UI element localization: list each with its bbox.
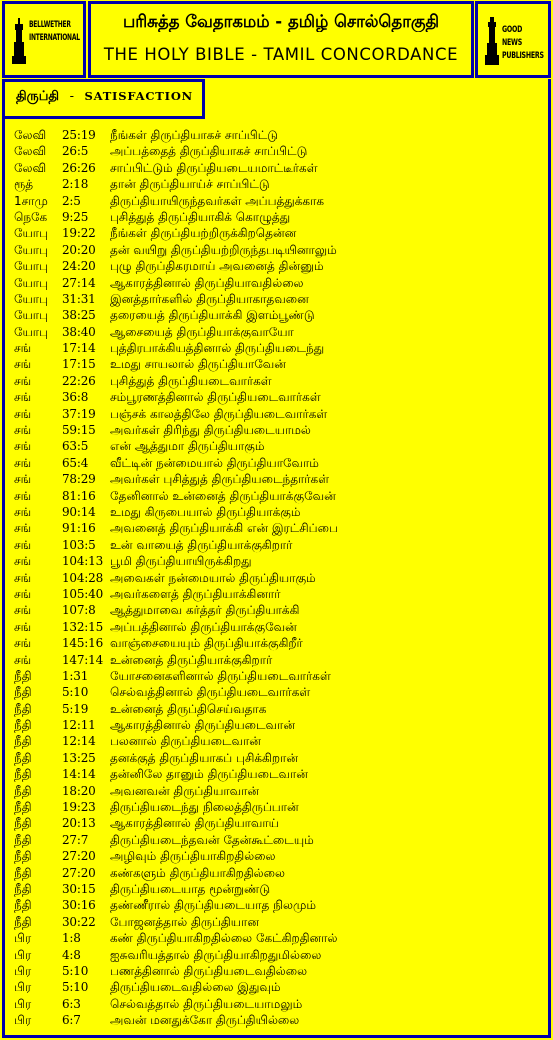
book-abbrev: சங் [14, 554, 32, 569]
concordance-row [14, 930, 544, 946]
verse-reference: 27:20 [62, 849, 96, 864]
concordance-row [14, 1012, 544, 1028]
verse-excerpt: தண்ணீரால் திருப்தியடையாத நிலமும் [110, 898, 316, 913]
book-abbrev: ரூத் [14, 177, 34, 192]
book-abbrev: நீதி [14, 849, 32, 864]
book-abbrev: நீதி [14, 881, 32, 896]
verse-reference: 104:28 [62, 570, 104, 585]
concordance-row [14, 356, 544, 372]
verse-excerpt: ஐசுவரியத்தால் திருப்தியாகிறதுமில்லை [110, 947, 322, 962]
concordance-row [14, 242, 544, 258]
concordance-row [14, 324, 544, 340]
verse-reference: 105:40 [62, 586, 104, 601]
book-abbrev: யோபு [14, 226, 49, 241]
concordance-row [14, 717, 544, 733]
verse-reference: 22:26 [62, 373, 96, 388]
bellwether-logo-line1: BELLWETHER [29, 20, 71, 30]
good-news-logo-line1: GOOD NEWS [502, 25, 523, 48]
verse-reference: 1:8 [62, 931, 81, 946]
verse-reference: 4:8 [62, 947, 81, 962]
book-abbrev: சங் [14, 341, 32, 356]
book-abbrev: பிர [14, 963, 32, 978]
concordance-row [14, 602, 544, 618]
bellwether-logo-text [29, 19, 80, 45]
concordance-row [14, 996, 544, 1012]
verse-excerpt: திருப்தியடைவதில்லை இதுவும் [110, 980, 281, 995]
verse-reference: 63:5 [62, 439, 89, 454]
book-abbrev: பிர [14, 1013, 32, 1028]
verse-excerpt: உமது சாயலால் திருப்தியாவேன் [110, 357, 286, 372]
book-abbrev: நீதி [14, 800, 32, 815]
concordance-row [14, 389, 544, 405]
concordance-row [14, 750, 544, 766]
book-abbrev: சங் [14, 652, 32, 667]
book-abbrev: பிர [14, 996, 32, 1011]
verse-reference: 107:8 [62, 603, 96, 618]
book-abbrev: பிர [14, 931, 32, 946]
concordance-row [14, 881, 544, 897]
book-abbrev: சங் [14, 439, 32, 454]
book-abbrev: யோபு [14, 259, 49, 274]
verse-excerpt: சாப்பிட்டும் திருப்தியடையமாட்டீர்கள் [110, 160, 318, 175]
verse-excerpt: சம்பூரணத்தினால் திருப்தியடைவார்கள் [110, 390, 321, 405]
book-abbrev: நீதி [14, 816, 32, 831]
verse-reference: 2:18 [62, 177, 89, 192]
book-abbrev: பிர [14, 980, 32, 995]
verse-excerpt: அப்பத்தைத் திருப்தியாகச் சாப்பிட்டு [110, 144, 308, 159]
topic-heading [2, 79, 205, 119]
book-abbrev: சங் [14, 521, 32, 536]
concordance-row [14, 733, 544, 749]
verse-excerpt: என் ஆத்துமா திருப்தியாகும் [110, 439, 265, 454]
verse-reference: 90:14 [62, 504, 96, 519]
book-abbrev: சங் [14, 488, 32, 503]
verse-excerpt: தன்னிலே தானும் திருப்தியடைவான் [110, 767, 308, 782]
verse-reference: 2:5 [62, 193, 81, 208]
book-abbrev: சங் [14, 357, 32, 372]
verse-reference: 5:10 [62, 980, 89, 995]
book-abbrev: லேவி [14, 160, 47, 175]
book-abbrev: யோபு [14, 308, 49, 323]
concordance-row [14, 373, 544, 389]
concordance-row [14, 160, 544, 176]
topic-english: SATISFACTION [84, 89, 193, 103]
good-news-logo-line2: PUBLISHERS [502, 51, 544, 61]
concordance-row [14, 275, 544, 291]
verse-excerpt: யோசனைகளினால் திருப்தியடைவார்கள் [110, 668, 331, 683]
concordance-row [14, 406, 544, 422]
verse-excerpt: நீங்கள் திருப்தியாகச் சாப்பிட்டு [110, 128, 278, 142]
book-abbrev: சங் [14, 636, 32, 651]
verse-reference: 27:14 [62, 275, 96, 290]
concordance-row [14, 635, 544, 651]
concordance-row [14, 897, 544, 913]
verse-reference: 24:20 [62, 259, 96, 274]
concordance-row [14, 520, 544, 536]
verse-excerpt: உன் வாயைத் திருப்தியாக்குகிறார் [110, 537, 293, 552]
concordance-row [14, 291, 544, 307]
bellwether-logo-line2: INTERNATIONAL [29, 33, 80, 43]
verse-reference: 26:26 [62, 160, 96, 175]
concordance-row [14, 586, 544, 602]
book-abbrev: சங் [14, 537, 32, 552]
verse-excerpt: ஆகாரத்தினால் திருப்தியாவாய் [110, 816, 279, 831]
verse-excerpt: உன்னைத் திருப்திசெய்வதாக [110, 701, 267, 716]
verse-reference: 30:15 [62, 881, 96, 896]
title-english: THE HOLY BIBLE - TAMIL CONCORDANCE [103, 45, 459, 64]
book-abbrev: நீதி [14, 685, 32, 700]
concordance-row [14, 668, 544, 684]
concordance-row [14, 619, 544, 635]
book-abbrev: யோபு [14, 324, 49, 339]
verse-excerpt: உமது கிருபையால் திருப்தியாக்கும் [110, 504, 301, 519]
concordance-row [14, 438, 544, 454]
verse-reference: 12:11 [62, 718, 96, 733]
concordance-row [14, 258, 544, 274]
verse-excerpt: வீட்டின் நன்மையால் திருப்தியாவோம் [110, 455, 319, 470]
title-tamil: பரிசுத்த வேதாகமம் - தமிழ் சொல்தொகுதி [122, 12, 440, 32]
concordance-entries [14, 127, 544, 1028]
concordance-row [14, 979, 544, 995]
verse-excerpt: தேனினால் உன்னைத் திருப்தியாக்குவேன் [110, 488, 336, 503]
verse-reference: 65:4 [62, 455, 89, 470]
verse-excerpt: தரையைத் திருப்தியாக்கி இளம்பூண்டு [110, 308, 315, 323]
verse-excerpt: ஆத்துமாவை கர்த்தர் திருப்தியாக்கி [110, 603, 300, 618]
verse-reference: 26:5 [62, 144, 89, 159]
verse-excerpt: அவர்கள் புசித்துத் திருப்தியடைந்தார்கள் [110, 472, 330, 487]
verse-reference: 1:31 [62, 668, 89, 683]
verse-excerpt: புழு திருப்திகரமாய் அவனைத் தின்னும் [110, 259, 324, 274]
book-abbrev: சங் [14, 406, 32, 421]
book-abbrev: யோபு [14, 275, 49, 290]
verse-excerpt: உன்னைத் திருப்தியாக்குகிறார் [110, 652, 273, 667]
verse-reference: 31:31 [62, 291, 96, 306]
book-abbrev: நீதி [14, 865, 32, 880]
verse-excerpt: திருப்தியடையாத மூன்றுண்டு [110, 881, 271, 896]
book-abbrev: சங் [14, 423, 32, 438]
book-abbrev: சங் [14, 455, 32, 470]
verse-excerpt: நீங்கள் திருப்தியற்றிருக்கிறதென்ன [110, 226, 297, 241]
verse-excerpt: அவர்கள் திரிந்து திருப்தியடையாமல் [110, 423, 311, 438]
verse-excerpt: புத்திரபாக்கியத்தினால் திருப்தியடைந்து [110, 341, 325, 356]
book-abbrev: யோபு [14, 291, 49, 306]
verse-excerpt: இனத்தார்களில் திருப்தியாகாதவனை [110, 291, 309, 306]
book-abbrev: சங் [14, 586, 32, 601]
concordance-row [14, 340, 544, 356]
verse-reference: 17:14 [62, 341, 96, 356]
verse-excerpt: அவனவன் திருப்தியாவான் [110, 783, 260, 798]
verse-reference: 14:14 [62, 767, 96, 782]
verse-reference: 30:16 [62, 898, 96, 913]
verse-excerpt: ஆகாரத்தினால் திருப்தியடைவான் [110, 718, 295, 733]
book-abbrev: லேவி [14, 128, 47, 142]
verse-excerpt: பூமி திருப்தியாயிருக்கிறது [110, 554, 252, 569]
verse-excerpt: புசித்துத் திருப்தியடைவார்கள் [110, 373, 272, 388]
concordance-row [14, 553, 544, 569]
verse-excerpt: ஆகாரத்தினால் திருப்தியாவதில்லை [110, 275, 304, 290]
verse-excerpt: பலனால் திருப்தியடைவான் [110, 734, 261, 749]
book-abbrev: நீதி [14, 832, 32, 847]
concordance-row [14, 422, 544, 438]
verse-excerpt: வாஞ்சையையும் திருப்தியாக்குகிறீர் [110, 636, 303, 651]
book-abbrev: சங் [14, 603, 32, 618]
concordance-row [14, 143, 544, 159]
verse-reference: 91:16 [62, 521, 96, 536]
book-abbrev: சங் [14, 390, 32, 405]
verse-excerpt: பணத்தினால் திருப்தியடைவதில்லை [110, 963, 308, 978]
book-abbrev: நீதி [14, 767, 32, 782]
verse-excerpt: அழிவும் திருப்தியாகிறதில்லை [110, 849, 276, 864]
topic-tamil: திருப்தி [16, 89, 60, 104]
topic-separator: - [69, 89, 74, 104]
book-abbrev: நீதி [14, 668, 32, 683]
verse-reference: 30:22 [62, 914, 96, 929]
concordance-row [14, 537, 544, 553]
verse-excerpt: அவன் மனதுக்கோ திருப்தியில்லை [110, 1013, 300, 1028]
book-abbrev: நீதி [14, 718, 32, 733]
verse-excerpt: திருப்தியாயிருந்தவர்கள் அப்பத்துக்காக [110, 193, 325, 208]
concordance-row [14, 471, 544, 487]
good-news-logo [475, 1, 551, 78]
concordance-row [14, 701, 544, 717]
concordance-row [14, 865, 544, 881]
book-abbrev: நீதி [14, 898, 32, 913]
verse-excerpt: கண் திருப்தியாகிறதில்லை கேட்கிறதினால் [110, 931, 338, 946]
verse-reference: 147:14 [62, 652, 104, 667]
verse-excerpt: அவர்களைத் திருப்தியாக்கினார் [110, 586, 281, 601]
book-abbrev: நீதி [14, 734, 32, 749]
verse-reference: 37:19 [62, 406, 96, 421]
bell-tower-icon [11, 18, 27, 64]
book-abbrev: நீதி [14, 750, 32, 765]
verse-reference: 18:20 [62, 783, 96, 798]
verse-reference: 36:8 [62, 390, 89, 405]
verse-excerpt: புசித்துத் திருப்தியாகிக் கொழுத்து [110, 209, 291, 224]
verse-excerpt: அவனைத் திருப்தியாக்கி என் இரட்சிப்பை [110, 521, 338, 536]
verse-reference: 59:15 [62, 423, 96, 438]
concordance-row [14, 799, 544, 815]
concordance-row [14, 963, 544, 979]
verse-reference: 104:13 [62, 554, 104, 569]
book-abbrev: நெகே [14, 209, 48, 224]
verse-excerpt: செல்வத்தினால் திருப்தியடைவார்கள் [110, 685, 311, 700]
book-abbrev: பிர [14, 947, 32, 962]
verse-reference: 9:25 [62, 209, 89, 224]
verse-reference: 6:7 [62, 1013, 81, 1028]
verse-reference: 25:19 [62, 128, 96, 142]
book-abbrev: 1சாமு [14, 193, 48, 208]
concordance-row [14, 127, 544, 143]
book-abbrev: சங் [14, 472, 32, 487]
concordance-row [14, 488, 544, 504]
verse-reference: 13:25 [62, 750, 96, 765]
good-news-logo-text [502, 24, 544, 63]
concordance-row [14, 947, 544, 963]
title-box [88, 1, 474, 78]
concordance-row [14, 504, 544, 520]
verse-excerpt: ஆசையைத் திருப்தியாக்குவாயோ [110, 324, 294, 339]
verse-reference: 27:20 [62, 865, 96, 880]
verse-excerpt: திருப்தியடைந்தவன் தேன்கூட்டையும் [110, 832, 314, 847]
book-abbrev: நீதி [14, 783, 32, 798]
book-abbrev: லேவி [14, 144, 47, 159]
verse-reference: 5:10 [62, 963, 89, 978]
verse-excerpt: தன் வயிறு திருப்தியற்றிருந்தபடியினாலும் [110, 242, 337, 257]
verse-reference: 38:40 [62, 324, 96, 339]
book-abbrev: நீதி [14, 914, 32, 929]
verse-reference: 17:15 [62, 357, 96, 372]
verse-excerpt: தனக்குத் திருப்தியாகப் புசிக்கிறான் [110, 750, 298, 765]
concordance-row [14, 914, 544, 930]
book-abbrev: சங் [14, 619, 32, 634]
verse-reference: 19:22 [62, 226, 96, 241]
lighthouse-icon [484, 17, 500, 65]
concordance-row [14, 209, 544, 225]
concordance-row [14, 832, 544, 848]
verse-reference: 20:20 [62, 242, 96, 257]
concordance-row [14, 652, 544, 668]
verse-excerpt: திருப்தியடைந்து நிலைத்திருப்பான் [110, 800, 299, 815]
verse-excerpt: கண்களும் திருப்தியாகிறதில்லை [110, 865, 285, 880]
verse-reference: 103:5 [62, 537, 96, 552]
concordance-row [14, 193, 544, 209]
concordance-row [14, 766, 544, 782]
verse-reference: 145:16 [62, 636, 104, 651]
verse-reference: 27:7 [62, 832, 89, 847]
concordance-row [14, 815, 544, 831]
concordance-row [14, 176, 544, 192]
verse-reference: 20:13 [62, 816, 96, 831]
book-abbrev: சங் [14, 570, 32, 585]
verse-reference: 19:23 [62, 800, 96, 815]
book-abbrev: நீதி [14, 701, 32, 716]
topic-label [16, 89, 193, 105]
bellwether-logo [2, 1, 86, 78]
verse-excerpt: பஞ்சக் காலத்திலே திருப்தியடைவார்கள் [110, 406, 328, 421]
concordance-row [14, 225, 544, 241]
book-abbrev: சங் [14, 373, 32, 388]
concordance-row [14, 570, 544, 586]
verse-excerpt: போஜனத்தால் திருப்தியான [110, 914, 259, 929]
verse-excerpt: அவைகள் நன்மையால் திருப்தியாகும் [110, 570, 316, 585]
verse-reference: 12:14 [62, 734, 96, 749]
concordance-row [14, 684, 544, 700]
concordance-row [14, 455, 544, 471]
verse-excerpt: அப்பத்தினால் திருப்தியாக்குவேன் [110, 619, 297, 634]
verse-reference: 5:19 [62, 701, 89, 716]
concordance-row [14, 783, 544, 799]
verse-excerpt: தான் திருப்தியாய்ச் சாப்பிட்டு [110, 177, 270, 192]
book-abbrev: சங் [14, 504, 32, 519]
verse-reference: 132:15 [62, 619, 104, 634]
concordance-row [14, 848, 544, 864]
verse-excerpt: செல்வத்தால் திருப்தியடையாமலும் [110, 996, 303, 1011]
verse-reference: 78:29 [62, 472, 96, 487]
book-abbrev: யோபு [14, 242, 49, 257]
concordance-row [14, 307, 544, 323]
verse-reference: 6:3 [62, 996, 81, 1011]
verse-reference: 5:10 [62, 685, 89, 700]
verse-reference: 81:16 [62, 488, 96, 503]
verse-reference: 38:25 [62, 308, 96, 323]
